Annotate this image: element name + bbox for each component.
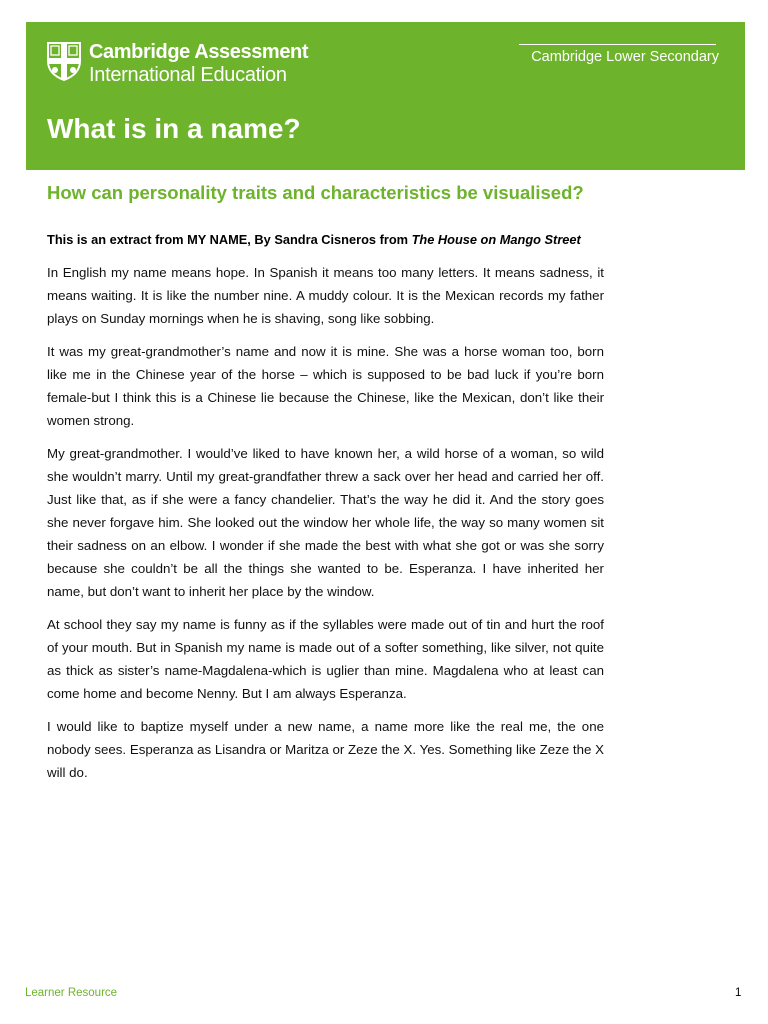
extract-source: [47, 232, 581, 247]
paragraph: In English my name means hope. In Spanish it means too many letters. It means sadness, it means waiting. It is like the number nine. A muddy colour. It is the Mexican records my father plays on Sunday mornings when he is shaving, song like sobbing.: [47, 265, 604, 326]
cambridge-shield-icon: [46, 41, 82, 81]
extract-body: [47, 261, 604, 794]
book-title: The House on Mango Street: [411, 232, 581, 247]
paragraph: It was my great-grandmother’s name and now it is mine. She was a horse woman too, born like me in the Chinese year of the horse – which is supposed to be bad luck if you’re born female-but I think this is a Chinese lie because the Chinese, like the Mexican, don’t like their women strong.: [47, 344, 604, 428]
paragraph: My great-grandmother. I would’ve liked to have known her, a wild horse of a woman, so wild she wouldn’t marry. Until my great-grandfather threw a sack over her head and carried her off. Just like that, as if she were a fancy chandelier. That’s the way he did it. And the story goes she never forgave him. She looked out the window her whole life, the way so many women sit their sadness on an elbow. I wonder if she made the best with what she got or was she sorry because she couldn’t be all the things she wanted to be. Esperanza. I have inherited her name, but don’t want to inherit her place by the window.: [47, 446, 604, 599]
org-line-1: Cambridge Assessment: [89, 41, 309, 63]
footer-label: Learner Resource: [25, 987, 118, 999]
header-banner: [26, 22, 745, 170]
paragraph: At school they say my name is funny as if the syllables were made out of tin and hurt the roof of your mouth. But in Spanish my name is made out of a softer something, like silver, not quite as thick as sister’s name-Magdalena-which is uglier than mine. Magdalena who at least can come home and become Nenny. But I am always Esperanza.: [47, 617, 604, 701]
cambridge-logo: [46, 41, 308, 87]
page-number: 1: [735, 987, 742, 999]
extract-intro: This is an extract from MY NAME, By Sandra Cisneros from: [47, 232, 412, 247]
org-line-2: International Education: [89, 64, 287, 86]
programme-name: Cambridge Lower Secondary: [531, 49, 719, 65]
header-rule: [519, 44, 716, 45]
guiding-question: How can personality traits and characteristics be visualised?: [47, 182, 584, 203]
organisation-name: [89, 41, 308, 87]
paragraph: I would like to baptize myself under a new name, a name more like the real me, the one nobody sees. Esperanza as Lisandra or Maritza or Zeze the X. Yes. Something like Zeze the X will do.: [47, 719, 604, 780]
page-title: What is in a name?: [47, 113, 301, 144]
